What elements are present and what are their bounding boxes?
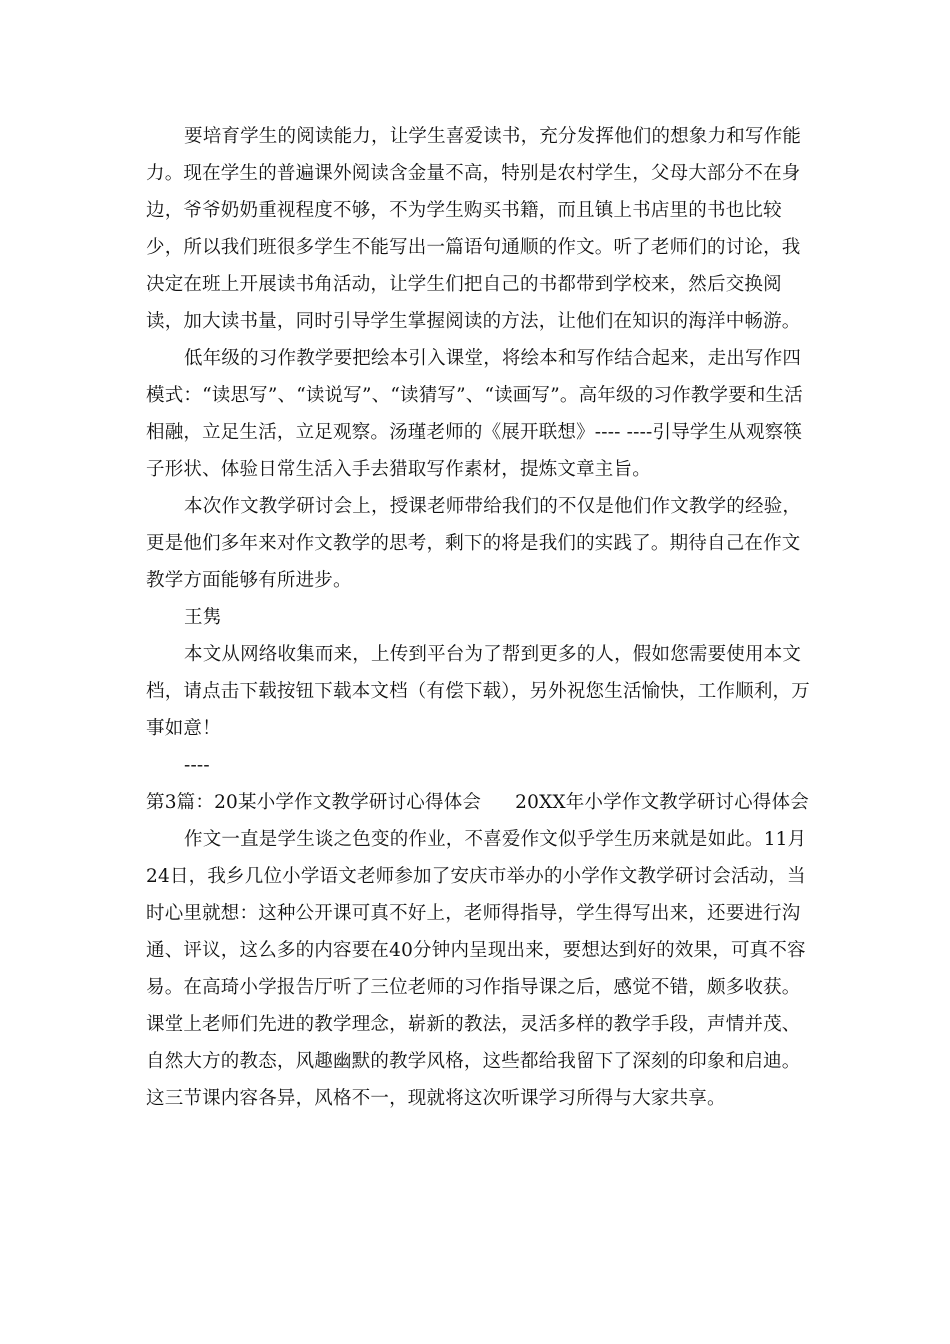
paragraph-reading-ability: 要培育学生的阅读能力，让学生喜爱读书，充分发挥他们的想象力和写作能力。现在学生的普遍课外阅读含金量不高，特别是农村学生，父母大部分不在身边，爷爷奶奶重视程度不够，不为学生购买书籍，而且镇上书店里的书也比较少，所以我们班很多学生不能写出一篇语句通顺的作文。听了老师们的讨论，我决定在班上开展读书角活动，让学生们把自己的书都带到学校来，然后交换阅读，加大读书量，同时引导学生掌握阅读的方法，让他们在知识的海洋中畅游。 — [146, 126, 802, 332]
download-notice: 本文从网络收集而来，上传到平台为了帮到更多的人，假如您需要使用本文档，请点击下载按钮下载本文档（有偿下载），另外祝您生活愉快，工作顺利，万事如意！ — [146, 644, 810, 739]
section-heading — [146, 784, 814, 821]
section-heading-part2: 20XX年小学作文教学研讨心得体会 — [515, 792, 809, 813]
separator-line: ---- — [184, 755, 210, 776]
paragraph-section-intro: 作文一直是学生谈之色变的作业，不喜爱作文似乎学生历来就是如此。11月24日，我乡几位小学语文老师参加了安庆市举办的小学作文教学研讨会活动，当时心里就想：这种公开课可真不好上，老师得指导，学生得写出来，还要进行沟通、评议，这么多的内容要在40分钟内呈现出来，要想达到好的效果，可真不容易。在高琦小学报告厅听了三位老师的习作指导课之后，感觉不错，颇多收获。课堂上老师们先进的教学理念，崭新的教法，灵活多样的教学手段，声情并茂、自然大方的教态，风趣幽默的教学风格，这些都给我留下了深刻的印象和启迪。这三节课内容各异，风格不一，现就将这次听课学习所得与大家共享。 — [146, 829, 807, 1109]
document-body — [146, 118, 814, 1117]
paragraph-conclusion: 本次作文教学研讨会上，授课老师带给我们的不仅是他们作文教学的经验，更是他们多年来对作文教学的思考，剩下的将是我们的实践了。期待自己在作文教学方面能够有所进步。 — [146, 496, 802, 591]
author-name: 王隽 — [184, 607, 222, 628]
section-heading-part1: 第3篇：20某小学作文教学研讨心得体会 — [146, 792, 482, 813]
paragraph-picture-book: 低年级的习作教学要把绘本引入课堂，将绘本和写作结合起来，走出写作四模式：“读思写”、“读说写”、“读猜写”、“读画写”。高年级的习作教学要和生活相融，立足生活，立足观察。汤瑾老师的《展开联想》---- ----引导学生从观察筷子形状、体验日常生活入手去猎取写作素材，提炼文章主旨。 — [146, 348, 803, 480]
